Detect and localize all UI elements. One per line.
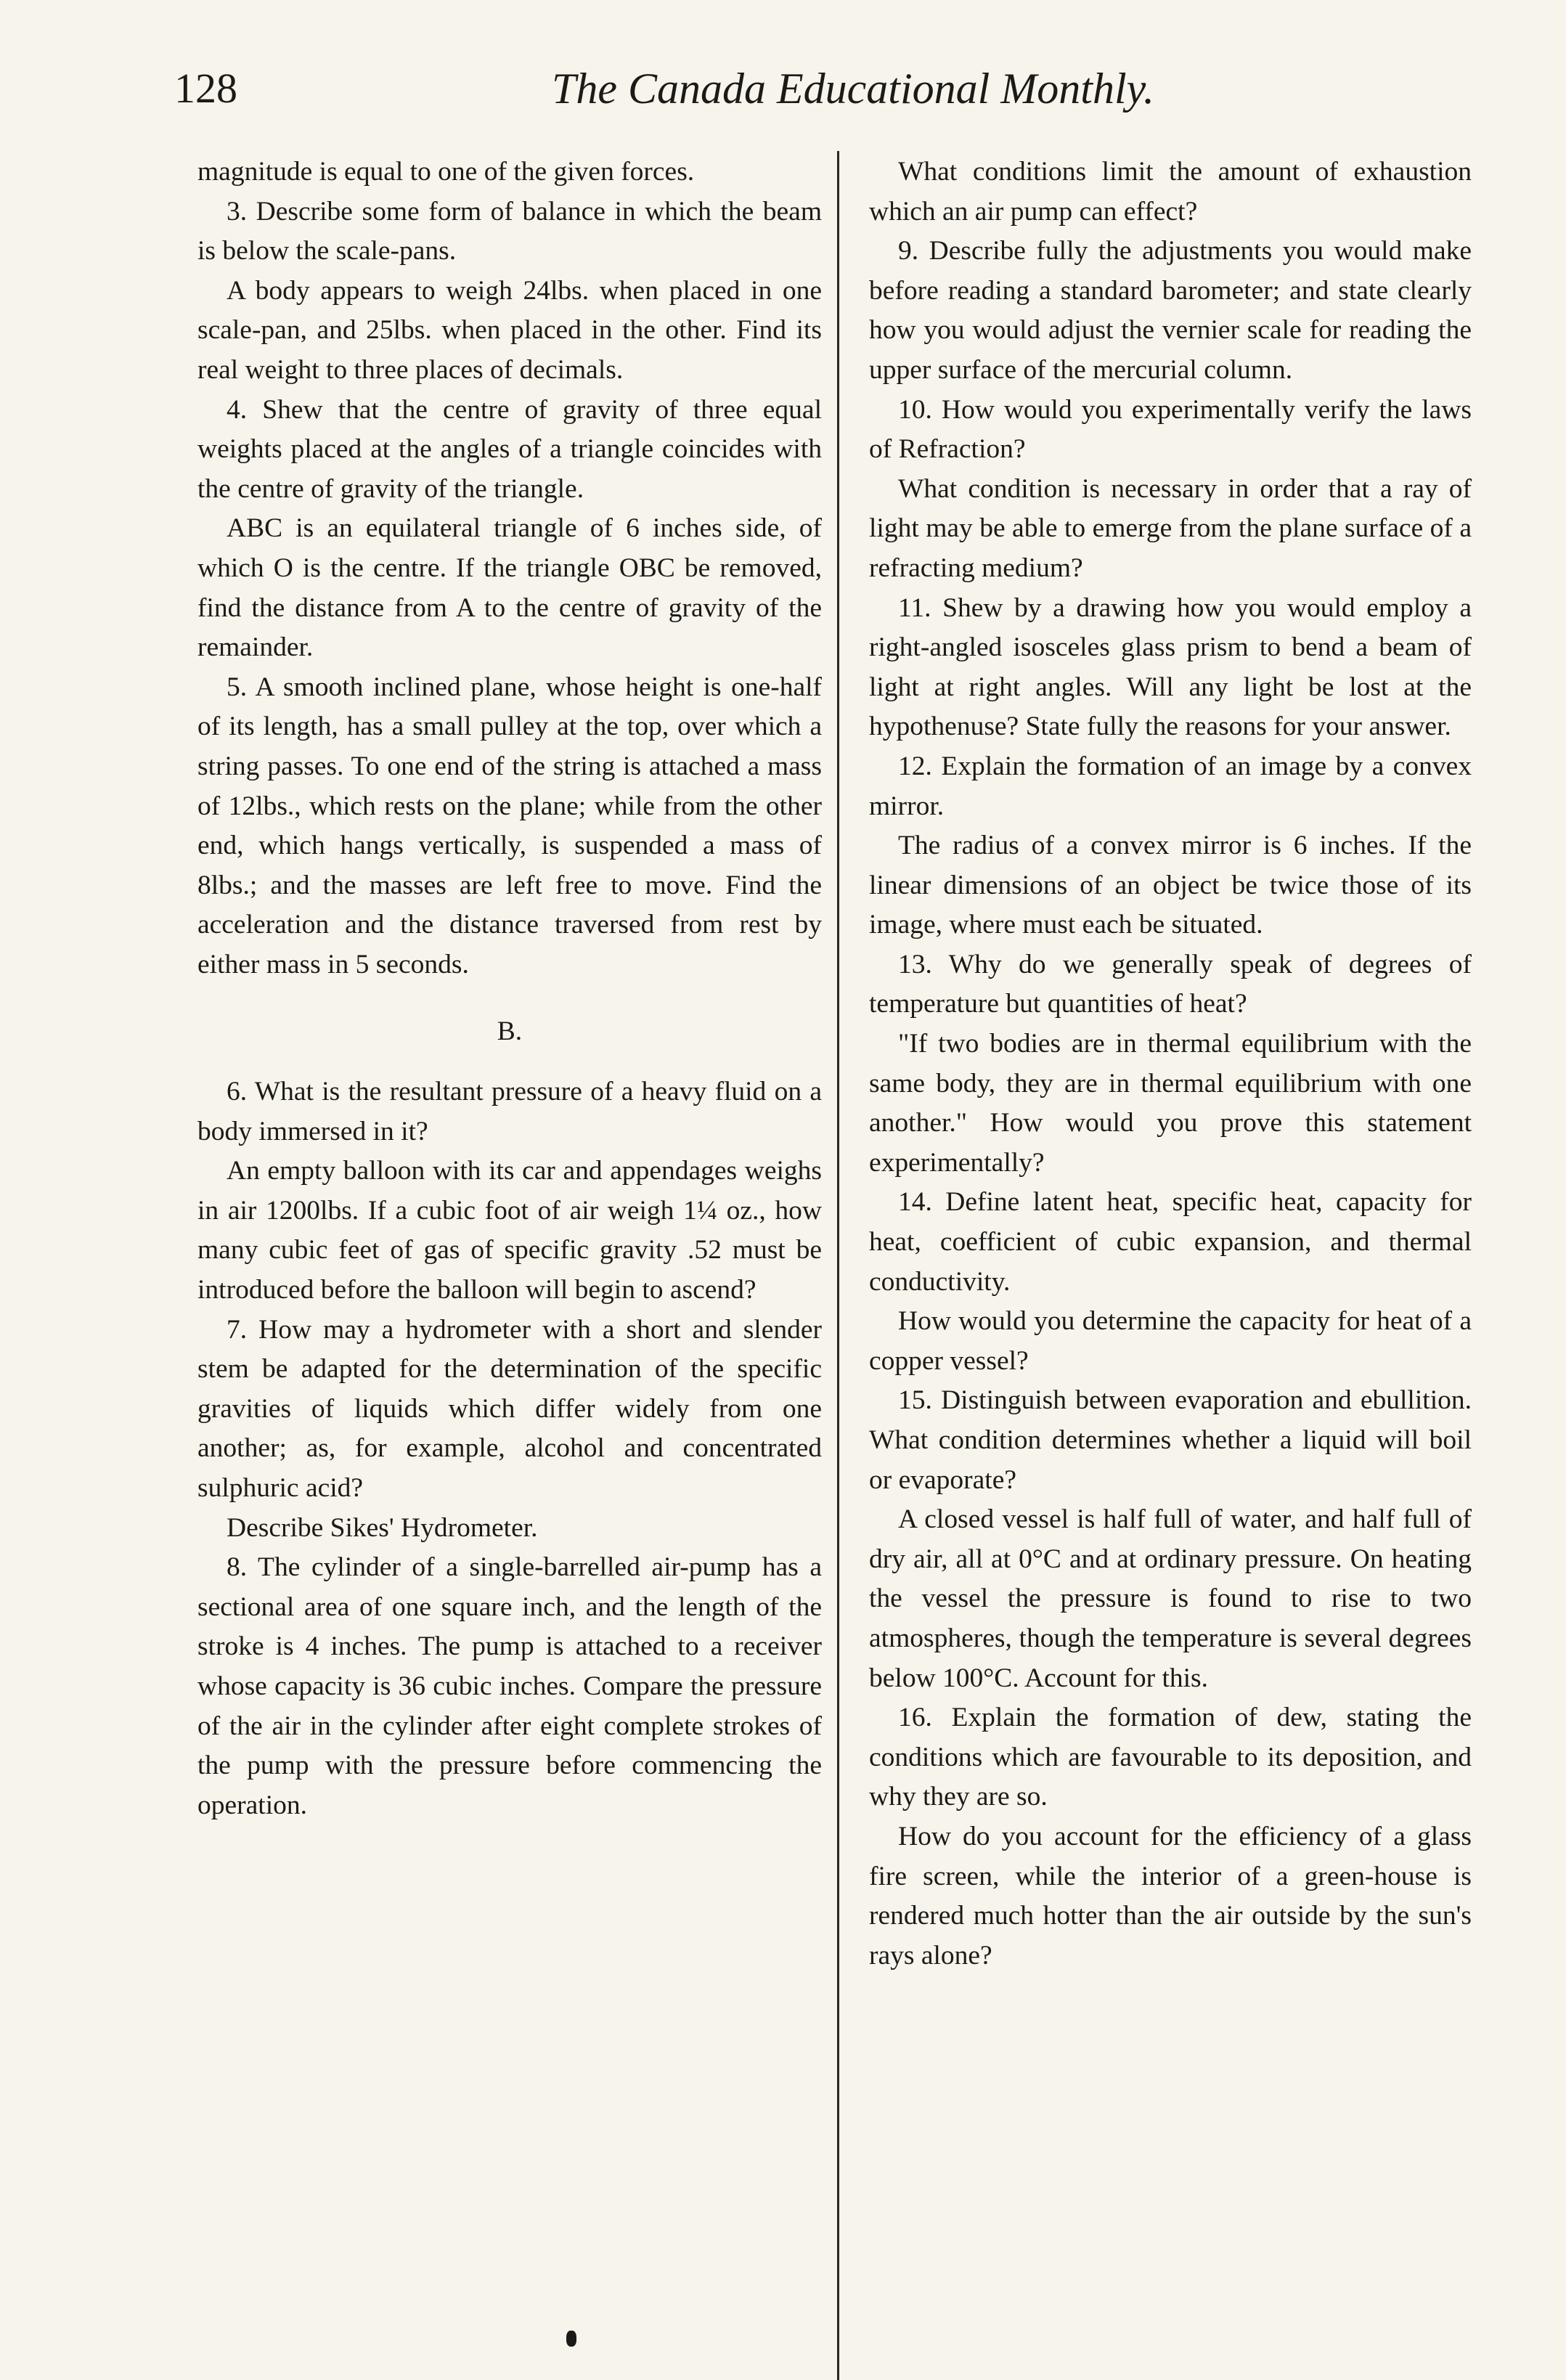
right-column [869,152,1472,1976]
paragraph: 12. Explain the formation of an image by a convex mirror. [869,751,1472,821]
paragraph: A closed vessel is half full of water, and half full of dry air, all at 0°C and at ordinary pressure. On heating the vessel the pressure is found to rise to two atmospheres, though the temperature is several degrees below 100°C. Account for this. [869,1504,1472,1693]
paragraph: An empty balloon with its car and appendages weighs in air 1200lbs. If a cubic foot of air weigh 1¼ oz., how many cubic feet of gas of specific gravity .52 must be introduced before the balloon will begin to ascend? [197,1156,822,1305]
paragraph: What condition is necessary in order that a ray of light may be able to emerge from the plane surface of a refracting medium? [869,473,1472,583]
left-column [197,152,822,1825]
paragraph: 4. Shew that the centre of gravity of three equal weights placed at the angles of a triangle coincides with the centre of gravity of the triangle. [197,394,822,504]
section-heading: B. [497,1016,523,1047]
paragraph: ABC is an equilateral triangle of 6 inches side, of which O is the centre. If the triangle OBC be removed, find the distance from A to the centre of gravity of the remainder. [197,513,822,663]
paragraph: magnitude is equal to one of the given forces. [197,157,695,187]
paragraph: 9. Describe fully the adjustments you would make before reading a standard barometer; and state clearly how you would adjust the vernier scale for reading the upper surface of the mercurial column. [869,236,1472,385]
paragraph: What conditions limit the amount of exhaustion which an air pump can effect? [869,157,1472,227]
paragraph: How do you account for the efficiency of a glass fire screen, while the interior of a green-house is rendered much hotter than the air outside by the sun's rays alone? [869,1821,1472,1971]
paragraph: 13. Why do we generally speak of degrees of temperature but quantities of heat? [869,949,1472,1019]
paragraph: 14. Define latent heat, specific heat, capacity for heat, coefficient of cubic expansion, and thermal conductivity. [869,1187,1472,1297]
paragraph: The radius of a convex mirror is 6 inches. If the linear dimensions of an object be twice those of its image, where must each be situated. [869,831,1472,940]
paragraph: 5. A smooth inclined plane, whose height is one-half of its length, has a small pulley at the top, over which a string passes. To one end of the string is attached a mass of 12lbs., which rests on the plane; while from the other end, which hangs vertically, is suspended a mass of 8lbs.; and the masses are left free to move. Find the acceleration and the distance traversed from rest by either mass in 5 seconds. [197,672,822,979]
paragraph: "If two bodies are in thermal equilibrium with the same body, they are in thermal equilibrium with one another." How would you prove this statement experimentally? [869,1029,1472,1178]
page-header [174,64,1408,129]
paragraph: A body appears to weigh 24lbs. when placed in one scale-pan, and 25lbs. when placed in the other. Find its real weight to three places of decimals. [197,275,822,385]
paragraph: 16. Explain the formation of dew, stating the conditions which are favourable to its deposition, and why they are so. [869,1703,1472,1812]
print-speck [566,2331,576,2347]
paragraph: 10. How would you experimentally verify the laws of Refraction? [869,394,1472,465]
paragraph: How would you determine the capacity for heat of a copper vessel? [869,1306,1472,1376]
paragraph: 3. Describe some form of balance in which the beam is below the scale-pans. [197,196,822,266]
paragraph: 7. How may a hydrometer with a short and slender stem be adapted for the determination of the specific gravities of liquids which differ widely from one another; as, for example, alcohol and concentrated sulphuric acid? [197,1314,822,1503]
column-divider [837,151,839,2380]
page-number: 128 [174,65,237,112]
running-title: The Canada Educational Monthly. [552,65,1154,113]
paragraph: 11. Shew by a drawing how you would employ a right-angled isosceles glass prism to bend a beam of light at right angles. Will any light be lost at the hypothenuse? State fully the reasons for your answer. [869,592,1472,742]
paragraph: 8. The cylinder of a single-barrelled air-pump has a sectional area of one square inch, and the length of the stroke is 4 inches. The pump is attached to a receiver whose capacity is 36 cubic inches. Compare the pressure of the air in the cylinder after eight complete strokes of the pump with the pressure before commencing the operation. [197,1552,822,1820]
paragraph: 6. What is the resultant pressure of a heavy fluid on a body immersed in it? [197,1077,822,1146]
paragraph: Describe Sikes' Hydrometer. [227,1512,538,1543]
paragraph: 15. Distinguish between evaporation and ebullition. What condition determines whether a liquid will boil or evaporate? [869,1385,1472,1495]
